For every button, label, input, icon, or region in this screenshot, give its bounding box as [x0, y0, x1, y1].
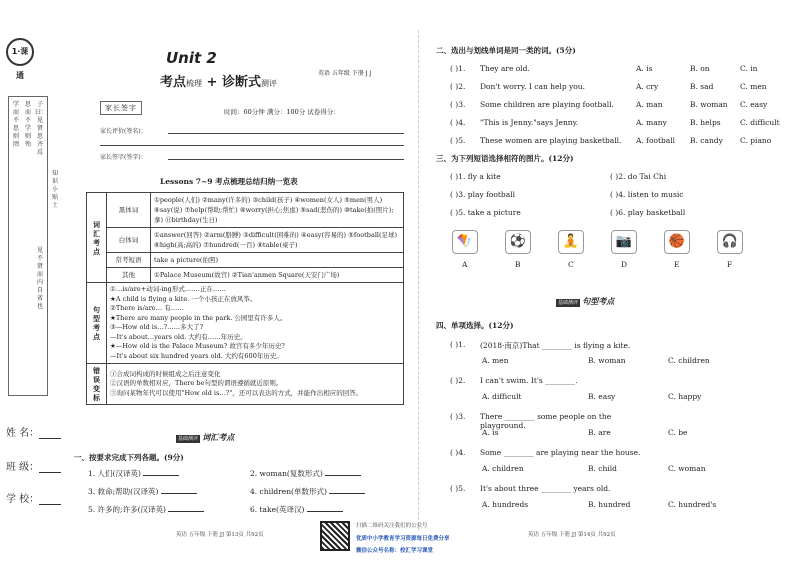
row-label: 白体词 [107, 228, 151, 253]
option-b: B. woman [690, 100, 728, 109]
option-c: C. in [740, 64, 758, 73]
question-text: (2018·南京)That ________ is flying a kite. [480, 341, 631, 350]
option-a: A. is [636, 64, 653, 73]
question-text: It's about three ________ years old. [480, 484, 611, 493]
question-number: ( )2. [450, 376, 466, 385]
row-text: ①people(人们) ②many(许多的) ③child(孩子) ④women(女人) ⑤men(男人) ⑥say(说) ⑦help(帮助;帮忙) ⑧worry(担心;焦虑) ⑨sad(悲伤的) ⑩take(拍(照片);拿) ⑪birthday(生日) [151, 193, 404, 228]
option-c: C. difficult [740, 118, 780, 127]
option-a: A. many [636, 118, 667, 127]
page-separator [418, 30, 419, 530]
option-b: B. candy [690, 136, 723, 145]
school-field: 学 校： [6, 490, 62, 505]
option-a: A. football [636, 136, 676, 145]
q3-item: ( )1. fly a kite [450, 172, 501, 181]
sentence-line: ★There are many people in the park. 公园里有许多人。 [110, 313, 287, 322]
option-c: C. men [740, 82, 767, 91]
option-b: B. child [588, 464, 617, 473]
pic-letter: A [462, 260, 468, 269]
taichi-image: 🧘 [558, 230, 584, 254]
footer-left: 英语 五年级 下册 JJ 第13页 共92页 [176, 532, 264, 538]
row-text: take a picture(拍照) [151, 253, 404, 268]
score-row: 时间：60分钟 满分：100分 试卷得分： [224, 108, 340, 116]
question-number: ( )2. [450, 82, 466, 91]
brand-logo: 1·课通 [6, 38, 34, 66]
answer-blank[interactable] [168, 511, 204, 512]
qr-code [320, 521, 350, 551]
option-a: A. man [636, 100, 663, 109]
option-c: C. children [668, 356, 710, 365]
option-c: C. easy [740, 100, 768, 109]
option-c: C. piano [740, 136, 772, 145]
option-b: B. are [588, 428, 611, 437]
question-text: "This is Jenny."says Jenny. [480, 118, 579, 127]
sentence-line: ③—How old is…?……多大了? [110, 323, 204, 331]
answer-blank[interactable] [143, 475, 179, 476]
option-a: A. children [482, 464, 524, 473]
row-label: 常考短语 [107, 253, 151, 268]
row-label: 其他 [107, 268, 151, 283]
lessons-heading: Lessons 7~9 考点梳理总结归纳一览表 [160, 177, 298, 186]
question-number: ( )4. [450, 448, 466, 457]
motto-col: 思而不学则殆 [24, 101, 31, 148]
q1-item: 2. woman(复数形式) [250, 468, 361, 479]
option-a: A. difficult [482, 392, 522, 401]
option-b: B. sad [690, 82, 714, 91]
pic-letter: C [568, 260, 574, 269]
option-c: C. happy [668, 392, 702, 401]
footer-right: 英语 五年级 下册 JJ 第14页 共92页 [528, 532, 616, 538]
page-title: 考点梳理 + 诊断式测评 [160, 75, 277, 90]
option-a: A. cry [636, 82, 659, 91]
option-b: B. hundred [588, 500, 631, 509]
answer-blank[interactable] [307, 511, 343, 512]
parent-eval-label: 家长评价(签名)： [100, 128, 147, 135]
footer-scan: 扫描二维码关注我们的公众号 [356, 523, 428, 529]
option-a: A. is [482, 428, 499, 437]
pic-letter: D [621, 260, 628, 269]
option-a: A. men [482, 356, 509, 365]
sentence-cat: 句型考点 [87, 283, 107, 364]
question-text: They are old. [480, 64, 530, 73]
unit-title: Unit 2 [166, 49, 217, 67]
question-text: Some children are playing football. [480, 100, 614, 109]
option-b: B. easy [588, 392, 616, 401]
option-a: A. hundreds [482, 500, 529, 509]
q1-item: 5. 许多的;许多(汉译英) [88, 504, 204, 515]
q1-item: 1. 人们(汉译英) [88, 468, 179, 479]
teacher-label: 家长签字(签字)： [100, 154, 147, 161]
sentence-line: ②There is/are… 有…… [110, 304, 184, 312]
q3-item: ( )2. do Tai Chi [610, 172, 667, 181]
q1-item: 6. take(英译汉) [250, 504, 343, 515]
music-image: 🎧 [717, 230, 743, 254]
row-text: ①answer(回答) ②arm(胳膊) ③difficult(困难的) ④easy(容易的) ⑤football(足球) ⑥high(高;高的) ⑦hundred(一百) ⑧table(桌子) [151, 228, 404, 253]
footer-wechat: 微信公众号名称：校汇学习课堂 [356, 548, 434, 554]
q3-item: ( )5. take a picture [450, 208, 521, 217]
answer-blank[interactable] [329, 493, 365, 494]
sentence-line: —It's about six hundred years old. 大约有600年历史。 [110, 351, 283, 360]
footer-promo: 优质中小学教育学习资源每日免费分享 [356, 536, 450, 542]
pic-letter: B [515, 260, 521, 269]
sentence-line: —It's about…years old. 大约有……年历史。 [110, 332, 247, 341]
camera-image: 📷 [611, 230, 637, 254]
q3-item: ( )6. play basketball [610, 208, 686, 217]
divider [100, 145, 404, 146]
question-number: ( )1. [450, 340, 466, 349]
q4-heading: 四、单项选择。(12分) [436, 321, 514, 330]
question-number: ( )5. [450, 136, 466, 145]
question-text: These women are playing basketball. [480, 136, 622, 145]
football-image: ⚽ [505, 230, 531, 254]
option-b: B. woman [588, 356, 626, 365]
side-label: 知识小贴士 [51, 170, 58, 209]
q2-heading: 二、选出与划线单词是同一类的词。(5分) [436, 46, 576, 55]
motto-box [8, 96, 48, 396]
answer-blank[interactable] [325, 475, 361, 476]
grade-label: 英语 五年级 下册 J J [318, 70, 372, 77]
sentence-line: ①…is/are+动词-ing形式.……正在…… [110, 285, 226, 293]
option-b: B. helps [690, 118, 721, 127]
name-field: 姓 名： [6, 424, 62, 439]
class-field: 班 级： [6, 458, 62, 473]
q1-heading: 一、按要求完成下列各题。(9分) [74, 453, 184, 462]
basketball-image: 🏀 [664, 230, 690, 254]
sentence-line: ★—How old is the Palace Museum? 故宫有多少年历史? [110, 342, 285, 350]
divider [168, 159, 404, 160]
q3-item: ( )4. listen to music [610, 190, 684, 199]
q1-item: 4. children(单数形式) [250, 486, 365, 497]
motto-col: 学而不思则罔 [12, 101, 19, 148]
pic-letter: E [674, 260, 680, 269]
divider [168, 133, 404, 134]
tip-line: ③询问某物年代可以使用"How old is…?"，还可以表达的方式，并能作出相应的回答。 [110, 388, 363, 397]
row-text: ①Palace Museum(故宫) ②Tian'anmen Square(天安门广场) [151, 268, 404, 283]
row-label: 黑体词 [107, 193, 151, 228]
question-text: I can't swim. It's ________. [480, 376, 578, 385]
left-strip [0, 0, 62, 566]
stamp-box: 家长签字 [100, 101, 142, 115]
option-c: C. be [668, 428, 688, 437]
pic-letter: F [727, 260, 733, 269]
q3-heading: 三、为下列短语选择相符的图片。(12分) [436, 154, 574, 163]
tip-line: ②汉语的单数相对应，There be句型的谓语遵循就近原则。 [110, 379, 283, 388]
question-text: Don't worry. I can help you. [480, 82, 585, 91]
tip-line: ①合成词构成的时候组成之后注意变化 [110, 369, 221, 378]
option-c: C. hundred's [668, 500, 717, 509]
question-number: ( )1. [450, 64, 466, 73]
answer-blank[interactable] [161, 493, 197, 494]
vocab-cat: 词汇考点 [87, 193, 107, 283]
question-text: Some ________ are playing near the house. [480, 448, 641, 457]
question-number: ( )3. [450, 100, 466, 109]
question-number: ( )3. [450, 412, 466, 421]
option-b: B. on [690, 64, 710, 73]
vocab-tag: 基础测评 词汇考点 [178, 432, 235, 442]
question-number: ( )5. [450, 484, 466, 493]
option-c: C. woman [668, 464, 706, 473]
sentence-line: ★A child is flying a kite. 一个小孩正在放风筝。 [110, 294, 257, 303]
summary-table [86, 192, 404, 405]
q3-item: ( )3. play football [450, 190, 515, 199]
q1-item: 3. 救命;帮助(汉译英) [88, 486, 197, 497]
question-text: There ________ some people on the playground. [480, 412, 612, 430]
question-number: ( )4. [450, 118, 466, 127]
motto-col: 见不贤而内自省也 [36, 247, 43, 310]
sentence-tag: 基础测评 句型考点 [558, 296, 615, 306]
tips-cat: 错误变标 [87, 364, 107, 405]
kite-image: 🪁 [452, 230, 478, 254]
motto-col: 子曰：见贤思齐焉 [35, 101, 48, 156]
